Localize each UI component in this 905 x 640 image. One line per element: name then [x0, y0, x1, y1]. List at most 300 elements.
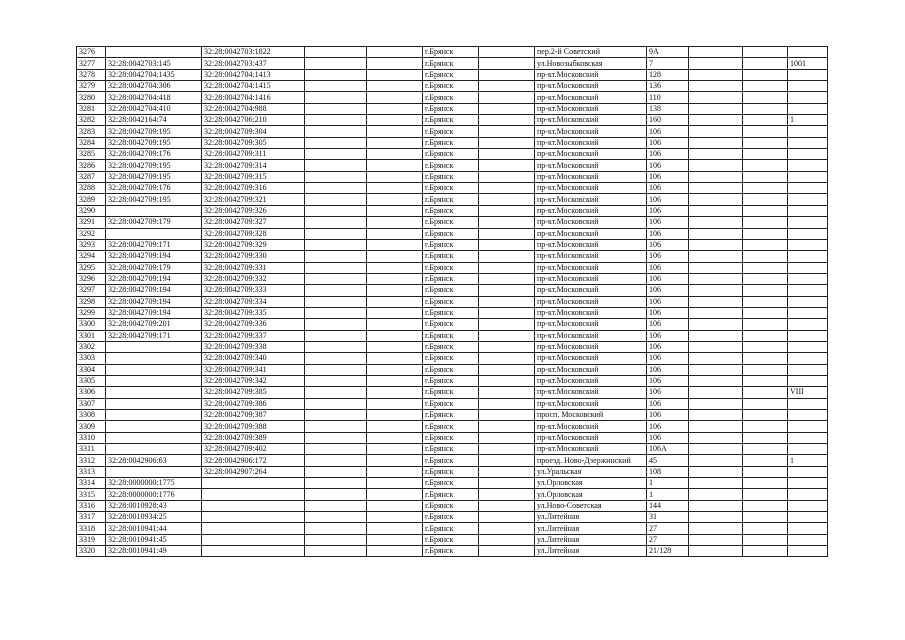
table-row: [77, 330, 828, 341]
empty-cell-a: [305, 296, 367, 307]
empty-cell-b: [367, 217, 423, 228]
empty-cell-b: [367, 500, 423, 511]
city-cell: г.Брянск: [423, 285, 479, 296]
empty-cell-a: [305, 534, 367, 545]
house-number-cell: 144: [647, 500, 689, 511]
empty-cell-c: [479, 160, 535, 171]
row-number-cell: 3304: [77, 364, 106, 375]
empty-cell-d: [689, 92, 743, 103]
empty-cell-d: [689, 375, 743, 386]
cadastral-number-cell: [106, 205, 202, 216]
city-cell: г.Брянск: [423, 251, 479, 262]
row-number-cell: 3276: [77, 47, 106, 58]
empty-cell-e: [743, 341, 788, 352]
table-row: [77, 319, 828, 330]
apartment-cell: [788, 375, 828, 386]
city-cell: г.Брянск: [423, 69, 479, 80]
empty-cell-a: [305, 160, 367, 171]
empty-cell-d: [689, 251, 743, 262]
cadastral-number-cell: 32:28:0010941:45: [106, 534, 202, 545]
row-number-cell: 3302: [77, 341, 106, 352]
house-number-cell: 110: [647, 92, 689, 103]
empty-cell-d: [689, 194, 743, 205]
empty-cell-b: [367, 455, 423, 466]
empty-cell-e: [743, 92, 788, 103]
apartment-cell: [788, 171, 828, 182]
empty-cell-b: [367, 398, 423, 409]
object-cadastral-cell: 32:28:0042709:328: [202, 228, 305, 239]
city-cell: г.Брянск: [423, 103, 479, 114]
apartment-cell: [788, 262, 828, 273]
table-row: [77, 183, 828, 194]
table-row: [77, 205, 828, 216]
street-cell: ул.Литейная: [535, 523, 647, 534]
empty-cell-d: [689, 183, 743, 194]
empty-cell-c: [479, 432, 535, 443]
empty-cell-b: [367, 353, 423, 364]
house-number-cell: 106: [647, 432, 689, 443]
house-number-cell: 9А: [647, 47, 689, 58]
apartment-cell: [788, 251, 828, 262]
empty-cell-c: [479, 500, 535, 511]
city-cell: г.Брянск: [423, 375, 479, 386]
cadastral-number-cell: 32:28:0042709:179: [106, 217, 202, 228]
empty-cell-d: [689, 273, 743, 284]
street-cell: пр-кт.Московский: [535, 341, 647, 352]
empty-cell-d: [689, 353, 743, 364]
empty-cell-b: [367, 432, 423, 443]
house-number-cell: 31: [647, 512, 689, 523]
house-number-cell: 106: [647, 171, 689, 182]
empty-cell-b: [367, 126, 423, 137]
street-cell: пр-кт.Московский: [535, 307, 647, 318]
table-row: [77, 81, 828, 92]
empty-cell-a: [305, 251, 367, 262]
object-cadastral-cell: 32:28:0042709:340: [202, 353, 305, 364]
empty-cell-c: [479, 58, 535, 69]
empty-cell-b: [367, 410, 423, 421]
empty-cell-b: [367, 489, 423, 500]
table-row: [77, 47, 828, 58]
object-cadastral-cell: 32:28:0042907:264: [202, 466, 305, 477]
empty-cell-c: [479, 285, 535, 296]
object-cadastral-cell: 32:28:0042709:402: [202, 444, 305, 455]
empty-cell-c: [479, 319, 535, 330]
street-cell: пр-кт.Московский: [535, 421, 647, 432]
object-cadastral-cell: 32:28:0042709:334: [202, 296, 305, 307]
apartment-cell: [788, 546, 828, 557]
table-row: [77, 262, 828, 273]
row-number-cell: 3301: [77, 330, 106, 341]
house-number-cell: 106: [647, 387, 689, 398]
object-cadastral-cell: [202, 500, 305, 511]
empty-cell-a: [305, 47, 367, 58]
empty-cell-a: [305, 92, 367, 103]
row-number-cell: 3278: [77, 69, 106, 80]
cadastral-number-cell: [106, 466, 202, 477]
object-cadastral-cell: 32:28:0042709:311: [202, 149, 305, 160]
empty-cell-a: [305, 432, 367, 443]
city-cell: г.Брянск: [423, 489, 479, 500]
object-cadastral-cell: [202, 523, 305, 534]
empty-cell-a: [305, 387, 367, 398]
row-number-cell: 3282: [77, 115, 106, 126]
house-number-cell: 108: [647, 466, 689, 477]
empty-cell-b: [367, 534, 423, 545]
empty-cell-e: [743, 330, 788, 341]
table-row: [77, 194, 828, 205]
apartment-cell: [788, 353, 828, 364]
empty-cell-e: [743, 444, 788, 455]
empty-cell-e: [743, 410, 788, 421]
house-number-cell: 106: [647, 160, 689, 171]
empty-cell-e: [743, 421, 788, 432]
empty-cell-b: [367, 47, 423, 58]
object-cadastral-cell: [202, 478, 305, 489]
empty-cell-b: [367, 149, 423, 160]
empty-cell-d: [689, 364, 743, 375]
house-number-cell: 138: [647, 103, 689, 114]
street-cell: ул.Литейная: [535, 534, 647, 545]
house-number-cell: 106: [647, 228, 689, 239]
empty-cell-d: [689, 523, 743, 534]
row-number-cell: 3283: [77, 126, 106, 137]
street-cell: пр-кт.Московский: [535, 92, 647, 103]
empty-cell-e: [743, 149, 788, 160]
empty-cell-b: [367, 262, 423, 273]
empty-cell-e: [743, 534, 788, 545]
street-cell: пр-кт.Московский: [535, 149, 647, 160]
cadastral-number-cell: 32:28:0042709:194: [106, 273, 202, 284]
empty-cell-a: [305, 398, 367, 409]
object-cadastral-cell: 32:28:0042709:341: [202, 364, 305, 375]
empty-cell-a: [305, 285, 367, 296]
empty-cell-c: [479, 183, 535, 194]
empty-cell-b: [367, 160, 423, 171]
cadastral-number-cell: 32:28:0042709:171: [106, 239, 202, 250]
apartment-cell: [788, 183, 828, 194]
empty-cell-b: [367, 375, 423, 386]
row-number-cell: 3311: [77, 444, 106, 455]
city-cell: г.Брянск: [423, 466, 479, 477]
empty-cell-e: [743, 205, 788, 216]
empty-cell-c: [479, 353, 535, 364]
street-cell: ул.Новозыбковская: [535, 58, 647, 69]
cadastral-number-cell: 32:28:0042709:171: [106, 330, 202, 341]
cadastral-number-cell: 32:28:0042906:63: [106, 455, 202, 466]
apartment-cell: [788, 285, 828, 296]
cadastral-number-cell: 32:28:0042709:176: [106, 149, 202, 160]
empty-cell-d: [689, 47, 743, 58]
object-cadastral-cell: 32:28:0042709:342: [202, 375, 305, 386]
cadastral-number-cell: 32:28:0042704:306: [106, 81, 202, 92]
empty-cell-d: [689, 137, 743, 148]
object-cadastral-cell: 32:28:0042709:387: [202, 410, 305, 421]
empty-cell-d: [689, 103, 743, 114]
table-row: [77, 410, 828, 421]
table-row: [77, 103, 828, 114]
city-cell: г.Брянск: [423, 217, 479, 228]
empty-cell-b: [367, 523, 423, 534]
table-row: [77, 296, 828, 307]
house-number-cell: 106: [647, 410, 689, 421]
empty-cell-c: [479, 296, 535, 307]
house-number-cell: 128: [647, 69, 689, 80]
row-number-cell: 3298: [77, 296, 106, 307]
empty-cell-c: [479, 92, 535, 103]
cadastral-number-cell: 32:28:0042709:195: [106, 137, 202, 148]
empty-cell-a: [305, 330, 367, 341]
empty-cell-c: [479, 103, 535, 114]
apartment-cell: [788, 319, 828, 330]
empty-cell-d: [689, 81, 743, 92]
city-cell: г.Брянск: [423, 512, 479, 523]
cadastral-number-cell: [106, 353, 202, 364]
cadastral-number-cell: 32:28:0042709:194: [106, 251, 202, 262]
street-cell: ул.Литейная: [535, 512, 647, 523]
empty-cell-c: [479, 126, 535, 137]
empty-cell-e: [743, 296, 788, 307]
empty-cell-d: [689, 228, 743, 239]
house-number-cell: 106: [647, 251, 689, 262]
cadastral-number-cell: 32:28:0042709:195: [106, 160, 202, 171]
apartment-cell: 1001: [788, 58, 828, 69]
row-number-cell: 3293: [77, 239, 106, 250]
empty-cell-d: [689, 262, 743, 273]
empty-cell-a: [305, 171, 367, 182]
empty-cell-e: [743, 47, 788, 58]
empty-cell-e: [743, 239, 788, 250]
empty-cell-a: [305, 364, 367, 375]
street-cell: пр-кт.Московский: [535, 432, 647, 443]
street-cell: ул.Орловская: [535, 489, 647, 500]
object-cadastral-cell: 32:28:0042709:335: [202, 307, 305, 318]
apartment-cell: [788, 273, 828, 284]
empty-cell-a: [305, 81, 367, 92]
empty-cell-a: [305, 58, 367, 69]
street-cell: пр-кт.Московский: [535, 81, 647, 92]
row-number-cell: 3289: [77, 194, 106, 205]
table-row: [77, 251, 828, 262]
apartment-cell: [788, 410, 828, 421]
apartment-cell: [788, 330, 828, 341]
table-row: [77, 534, 828, 545]
table-row: [77, 512, 828, 523]
empty-cell-c: [479, 228, 535, 239]
row-number-cell: 3296: [77, 273, 106, 284]
empty-cell-c: [479, 330, 535, 341]
house-number-cell: 106: [647, 341, 689, 352]
empty-cell-e: [743, 489, 788, 500]
empty-cell-e: [743, 512, 788, 523]
street-cell: пр-кт.Московский: [535, 444, 647, 455]
empty-cell-e: [743, 251, 788, 262]
empty-cell-a: [305, 228, 367, 239]
house-number-cell: 106: [647, 205, 689, 216]
empty-cell-d: [689, 512, 743, 523]
street-cell: ул.Уральская: [535, 466, 647, 477]
empty-cell-c: [479, 251, 535, 262]
object-cadastral-cell: 32:28:0042703:1822: [202, 47, 305, 58]
house-number-cell: 106: [647, 398, 689, 409]
empty-cell-b: [367, 239, 423, 250]
city-cell: г.Брянск: [423, 115, 479, 126]
apartment-cell: [788, 296, 828, 307]
table-row: [77, 69, 828, 80]
empty-cell-e: [743, 375, 788, 386]
house-number-cell: 27: [647, 523, 689, 534]
cadastral-number-cell: [106, 421, 202, 432]
empty-cell-b: [367, 103, 423, 114]
empty-cell-e: [743, 523, 788, 534]
city-cell: г.Брянск: [423, 296, 479, 307]
house-number-cell: 106: [647, 364, 689, 375]
empty-cell-c: [479, 478, 535, 489]
house-number-cell: 27: [647, 534, 689, 545]
empty-cell-c: [479, 81, 535, 92]
empty-cell-a: [305, 69, 367, 80]
cadastral-number-cell: 32:28:0042709:194: [106, 296, 202, 307]
house-number-cell: 106: [647, 239, 689, 250]
empty-cell-a: [305, 239, 367, 250]
cadastral-number-cell: [106, 228, 202, 239]
object-cadastral-cell: 32:28:0042709:327: [202, 217, 305, 228]
city-cell: г.Брянск: [423, 398, 479, 409]
house-number-cell: 106: [647, 285, 689, 296]
table-row: [77, 126, 828, 137]
table-row: [77, 489, 828, 500]
cadastral-number-cell: [106, 387, 202, 398]
street-cell: пр-кт.Московский: [535, 319, 647, 330]
empty-cell-e: [743, 217, 788, 228]
apartment-cell: [788, 47, 828, 58]
empty-cell-c: [479, 512, 535, 523]
empty-cell-c: [479, 364, 535, 375]
row-number-cell: 3317: [77, 512, 106, 523]
table-row: [77, 387, 828, 398]
empty-cell-b: [367, 364, 423, 375]
city-cell: г.Брянск: [423, 171, 479, 182]
street-cell: ул.Ново-Советская: [535, 500, 647, 511]
cadastral-number-cell: [106, 444, 202, 455]
table-row: [77, 466, 828, 477]
empty-cell-d: [689, 58, 743, 69]
street-cell: пр-кт.Московский: [535, 251, 647, 262]
empty-cell-a: [305, 455, 367, 466]
empty-cell-b: [367, 478, 423, 489]
empty-cell-c: [479, 387, 535, 398]
row-number-cell: 3320: [77, 546, 106, 557]
city-cell: г.Брянск: [423, 319, 479, 330]
row-number-cell: 3303: [77, 353, 106, 364]
row-number-cell: 3297: [77, 285, 106, 296]
empty-cell-a: [305, 444, 367, 455]
object-cadastral-cell: 32:28:0042709:326: [202, 205, 305, 216]
object-cadastral-cell: [202, 534, 305, 545]
cadastral-number-cell: 32:28:0042709:176: [106, 183, 202, 194]
apartment-cell: [788, 103, 828, 114]
table-row: [77, 149, 828, 160]
house-number-cell: 160: [647, 115, 689, 126]
table-row: [77, 375, 828, 386]
cadastral-number-cell: 32:28:0042704:410: [106, 103, 202, 114]
row-number-cell: 3309: [77, 421, 106, 432]
cadastral-number-cell: 32:28:0042709:194: [106, 307, 202, 318]
table-row: [77, 500, 828, 511]
empty-cell-a: [305, 126, 367, 137]
apartment-cell: [788, 398, 828, 409]
empty-cell-a: [305, 217, 367, 228]
city-cell: г.Брянск: [423, 478, 479, 489]
empty-cell-e: [743, 285, 788, 296]
city-cell: г.Брянск: [423, 432, 479, 443]
object-cadastral-cell: 32:28:0042709:386: [202, 398, 305, 409]
row-number-cell: 3313: [77, 466, 106, 477]
table-row: [77, 239, 828, 250]
empty-cell-b: [367, 137, 423, 148]
table-row: [77, 523, 828, 534]
empty-cell-e: [743, 273, 788, 284]
street-cell: пр-кт.Московский: [535, 103, 647, 114]
city-cell: г.Брянск: [423, 228, 479, 239]
empty-cell-a: [305, 375, 367, 386]
city-cell: г.Брянск: [423, 58, 479, 69]
empty-cell-d: [689, 444, 743, 455]
empty-cell-b: [367, 444, 423, 455]
house-number-cell: 106: [647, 307, 689, 318]
street-cell: пр-кт.Московский: [535, 285, 647, 296]
row-number-cell: 3295: [77, 262, 106, 273]
apartment-cell: [788, 69, 828, 80]
object-cadastral-cell: 32:28:0042709:332: [202, 273, 305, 284]
row-number-cell: 3310: [77, 432, 106, 443]
apartment-cell: [788, 512, 828, 523]
apartment-cell: [788, 81, 828, 92]
empty-cell-e: [743, 183, 788, 194]
house-number-cell: 106: [647, 421, 689, 432]
apartment-cell: [788, 160, 828, 171]
city-cell: г.Брянск: [423, 183, 479, 194]
empty-cell-d: [689, 217, 743, 228]
cadastral-number-cell: 32:28:0042703:145: [106, 58, 202, 69]
empty-cell-c: [479, 466, 535, 477]
row-number-cell: 3314: [77, 478, 106, 489]
empty-cell-a: [305, 466, 367, 477]
row-number-cell: 3281: [77, 103, 106, 114]
apartment-cell: 1: [788, 115, 828, 126]
empty-cell-e: [743, 160, 788, 171]
empty-cell-e: [743, 307, 788, 318]
empty-cell-e: [743, 228, 788, 239]
house-number-cell: 106: [647, 296, 689, 307]
street-cell: пр-кт.Московский: [535, 137, 647, 148]
empty-cell-e: [743, 500, 788, 511]
object-cadastral-cell: 32:28:0042709:314: [202, 160, 305, 171]
table-row: [77, 444, 828, 455]
apartment-cell: [788, 421, 828, 432]
empty-cell-c: [479, 421, 535, 432]
street-cell: пр-кт.Московский: [535, 205, 647, 216]
row-number-cell: 3319: [77, 534, 106, 545]
empty-cell-c: [479, 47, 535, 58]
empty-cell-e: [743, 69, 788, 80]
city-cell: г.Брянск: [423, 444, 479, 455]
row-number-cell: 3284: [77, 137, 106, 148]
city-cell: г.Брянск: [423, 273, 479, 284]
street-cell: просп. Московский: [535, 410, 647, 421]
street-cell: пр-кт.Московский: [535, 296, 647, 307]
object-cadastral-cell: 32:28:0042704:1415: [202, 81, 305, 92]
